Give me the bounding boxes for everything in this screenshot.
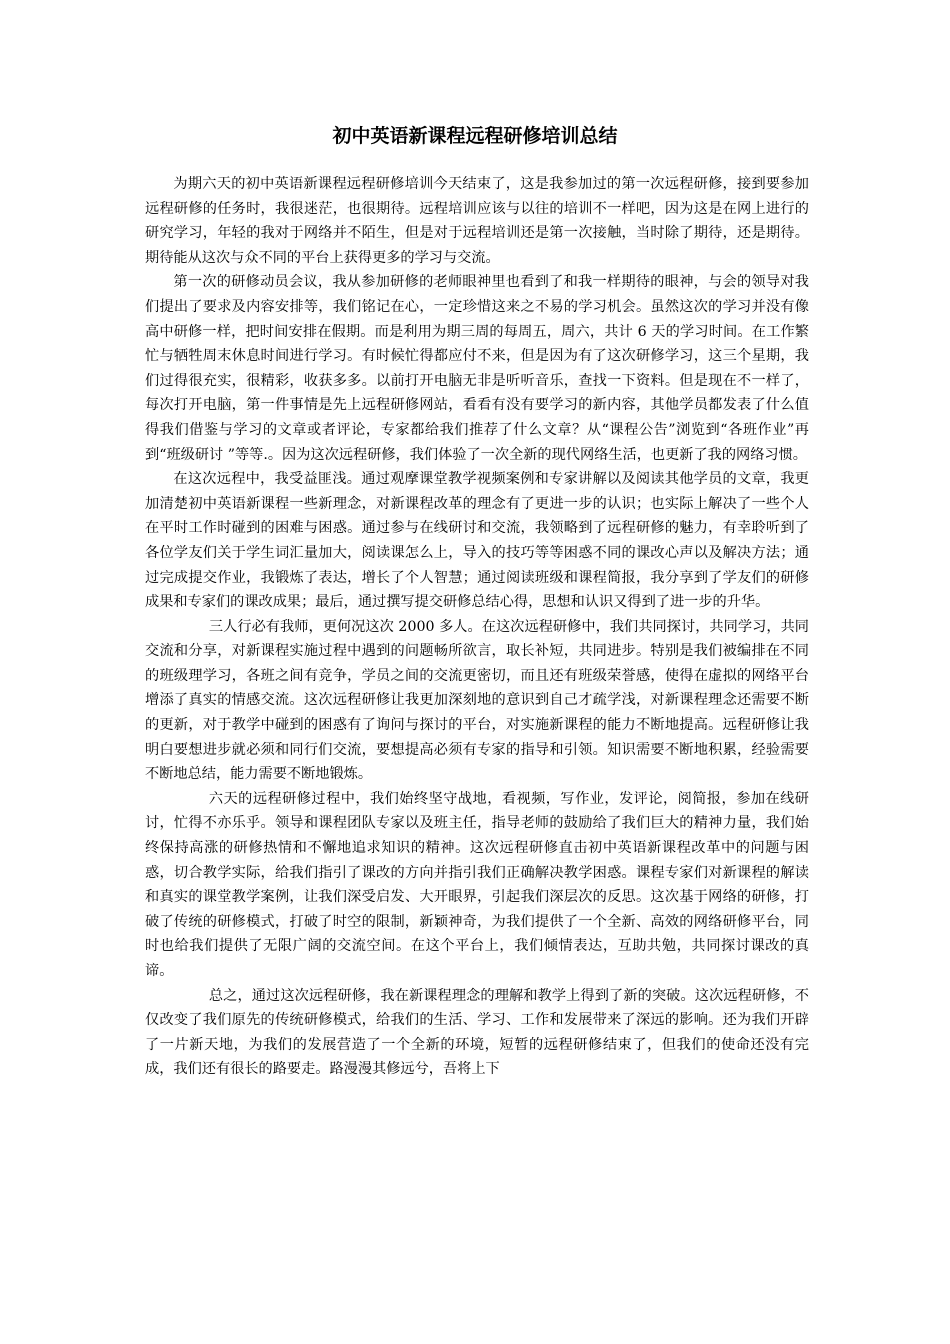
paragraph-6: 总之，通过这次远程研修，我在新课程理念的理解和教学上得到了新的突破。这次远程研修，不仅改变了我们原先的传统研修模式，给我们的生活、学习、工作和发展带来了深远的影响。还为我们开辟了一片新天地，为我们的发展营造了一个全新的环境，短暂的远程研修结束了，但我们的使命还没有完成，我们还有很长的路要走。路漫漫其修远兮，吾将上下 [145, 987, 809, 1078]
paragraph-2: 第一次的研修动员会议，我从参加研修的老师眼神里也看到了和我一样期待的眼神，与会的领导对我们提出了要求及内容安排等，我们铭记在心，一定珍惜这来之不易的学习机会。虽然这次的学习并没有像高中研修一样，把时间安排在假期。而是利用为期三周的每周五，周六，共计 6 天的学习时间。在工作繁忙与牺牲周末休息时间进行学习。有时候忙得都应付不来，但是因为有了这次研修学习，这三个星期，我们过得很充实，很精彩，收获多多。以前打开电脑无非是听听音乐，查找一下资料。但是现在不一样了，每次打开电脑，第一件事情是先上远程研修网站，看看有没有要学习的新内容，其他学员都发表了什么值得我们借鉴与学习的文章或者评论，专家都给我们推荐了什么文章？从“课程公告”浏览到“各班作业”再到“班级研讨 ”等等.。因为这次远程研修，我们体验了一次全新的现代网络生活，也更新了我的网络习惯。 [145, 274, 809, 463]
document-body [145, 172, 809, 1082]
paragraph-4: 三人行必有我师，更何况这次 2000 多人。在这次远程研修中，我们共同探讨，共同学习，共同交流和分享，对新课程实施过程中遇到的问题畅所欲言，取长补短，共同进步。特别是我们被编排在不同的班级理学习，各班之间有竞争，学员之间的交流更密切，而且还有班级荣誉感，使得在虚拟的网络平台增添了真实的情感交流。这次远程研修让我更加深刻地的意识到自己才疏学浅，对新课程理念还需要不断的更新，对于教学中碰到的困惑有了询问与探讨的平台，对实施新课程的能力不断地提高。远程研修让我明白要想进步就必须和同行们交流，要想提高必须有专家的指导和引领。知识需要不断地积累，经验需要不断地总结，能力需要不断地锻炼。 [145, 618, 809, 783]
paragraph-3: 在这次远程中，我受益匪浅。通过观摩课堂教学视频案例和专家讲解以及阅读其他学员的文章，我更加清楚初中英语新课程一些新理念，对新课程改革的理念有了更进一步的认识；也实际上解决了一些个人在平时工作时碰到的困难与困惑。通过参与在线研讨和交流，我领略到了远程研修的魅力，有幸聆听到了各位学友们关于学生词汇量加大，阅读课怎么上，导入的技巧等等困惑不同的课改心声以及解决方法；通过完成提交作业，我锻炼了表达，增长了个人智慧；通过阅读班级和课程简报，我分享到了学友们的研修成果和专家们的课改成果；最后，通过撰写提交研修总结心得，思想和认识又得到了进一步的升华。 [145, 471, 809, 611]
paragraph-1: 为期六天的初中英语新课程远程研修培训今天结束了，这是我参加过的第一次远程研修，接到要参加远程研修的任务时，我很迷茫，也很期待。远程培训应该与以往的培训不一样吧，因为这是在网上进行的研究学习，年轻的我对于网络并不陌生，但是对于远程培训还是第一次接触，当时除了期待，还是期待。期待能从这次与众不同的平台上获得更多的学习与交流。 [145, 176, 809, 266]
paragraph-5: 六天的远程研修过程中，我们始终坚守战地，看视频，写作业，发评论，阅简报，参加在线研讨，忙得不亦乐乎。领导和课程团队专家以及班主任，指导老师的鼓励给了我们巨大的精神力量，我们始终保持高涨的研修热情和不懈地追求知识的精神。这次远程研修直击初中英语新课程改革中的问题与困惑，切合教学实际，给我们指引了课改的方向并指引我们正确解决教学困惑。课程专家们对新课程的解读和真实的课堂教学案例，让我们深受启发、大开眼界，引起我们深层次的反思。这次基于网络的研修，打破了传统的研修模式，打破了时空的限制，新颖神奇，为我们提供了一个全新、高效的网络研修平台，同时也给我们提供了无限广阔的交流空间。在这个平台上，我们倾情表达，互助共勉，共同探讨课改的真谛。 [145, 790, 809, 979]
document-title: 初中英语新课程远程研修培训总结 [332, 125, 618, 147]
